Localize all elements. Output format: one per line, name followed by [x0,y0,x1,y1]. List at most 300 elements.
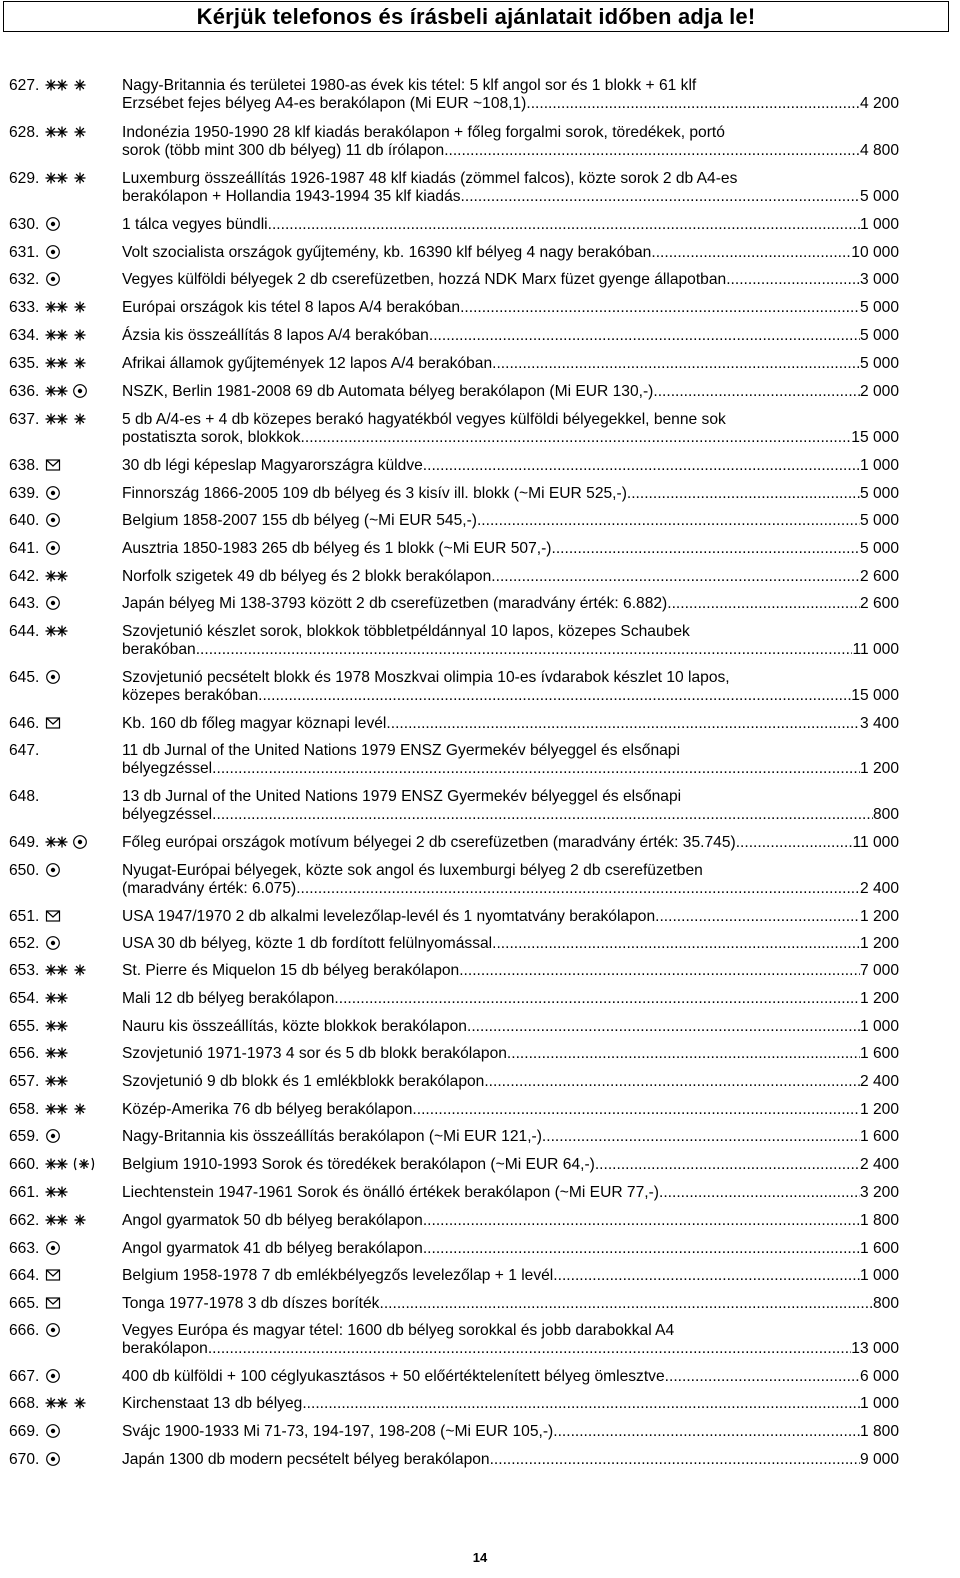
condition-icons [45,861,115,879]
lot-price: 5 000 [859,512,899,529]
condition-icons [45,1321,115,1339]
dot-leader [429,327,860,345]
lot-price-line [122,641,899,659]
lot-number: 637. [9,411,40,428]
lot-price-line [122,687,899,705]
condition-icons [45,907,115,925]
lot-price-line [122,1295,899,1313]
lot-price-line [122,1156,899,1174]
condition-icons [45,326,115,344]
lot-description [122,383,899,401]
lot-number: 636. [9,383,40,400]
condition-icons [45,354,115,372]
single-asterisk-icon [72,355,88,371]
lot-text: NSZK, Berlin 1981-2008 69 db Automata bélyeg berakólapon (Mi EUR 130,-) [122,383,654,400]
lot-number: 654. [9,990,40,1007]
lot-text: Norfolk szigetek 49 db bélyeg és 2 blokk berakólapon [122,568,492,585]
lot-text: berakóban [122,641,196,658]
lot-description [122,1240,899,1258]
lot-text: Erzsébet fejes bélyeg A4-es berakólapon (Mi EUR ~108,1) [122,95,527,112]
lot-price: 1 200 [859,990,899,1007]
lot-description [122,908,899,926]
lot-price: 2 600 [859,595,899,612]
lot-price-line [122,1395,899,1413]
lot-price-line [122,908,899,926]
lot-price-line [122,760,899,778]
dot-leader [302,1395,860,1413]
lot-description [122,935,899,953]
double-asterisk-icon [45,834,69,850]
lot-text: sorok (több mint 300 db bélyeg) 11 db írólapon [122,142,445,159]
condition-icons [45,1394,115,1412]
lot-text: berakólapon + Hollandia 1943-1994 35 klf kiadás [122,188,461,205]
lot-number: 645. [9,669,40,686]
lot-price-line [122,935,899,953]
lot-text: (maradvány érték: 6.075) [122,880,297,897]
lot-price: 1 200 [859,935,899,952]
double-asterisk-icon [45,1073,69,1089]
dot-leader [423,1240,860,1258]
lot-description-line: Nyugat-Európai bélyegek, közte sok angol és luxemburgi bélyeg 2 db cserefüzetben [122,862,703,879]
dot-leader [258,687,851,705]
lot-description [122,485,899,503]
lot-price: 1 200 [859,1101,899,1118]
lot-number: 662. [9,1212,40,1229]
double-asterisk-icon [45,1101,69,1117]
lot-price-line [122,595,899,613]
single-asterisk-icon [72,170,88,186]
dot-leader [301,429,852,447]
lot-description [122,568,899,586]
lot-text: Belgium 1958-1978 7 db emlékbélyegzős levelezőlap + 1 levél [122,1267,554,1284]
lot-description-line: Indonézia 1950-1990 28 klf kiadás berakólapon + főleg forgalmi sorok, töredékek, portó [122,124,725,141]
lot-price-line [122,485,899,503]
dot-leader [459,962,860,980]
lot-price-line [122,1240,899,1258]
postmark-icon [45,271,61,287]
lot-number: 646. [9,715,40,732]
lot-number: 649. [9,834,40,851]
condition-icons [45,1450,115,1468]
dot-leader [526,95,860,113]
condition-icons [45,1422,115,1440]
condition-icons [45,539,115,557]
condition-icons [45,1155,115,1173]
lot-price-line [122,990,899,1008]
condition-icons [45,1183,115,1201]
lot-price-line [122,457,899,475]
envelope-icon [45,457,61,473]
condition-icons [45,298,115,316]
lot-text: Európai országok kis tétel 8 lapos A/4 berakóban [122,299,461,316]
lot-description [122,862,899,898]
lot-number: 657. [9,1073,40,1090]
double-asterisk-icon [45,1045,69,1061]
lot-text: postatiszta sorok, blokkok [122,429,301,446]
single-asterisk-icon [72,124,88,140]
postmark-icon [45,244,61,260]
lot-price: 800 [872,1295,899,1312]
lot-price-line [122,512,899,530]
lot-price-line [122,834,899,852]
lot-text: Japán bélyeg Mi 138-3793 között 2 db cserefüzetben (maradvány érték: 6.882) [122,595,668,612]
lot-text: bélyegzéssel [122,806,213,823]
lot-description [122,1101,899,1119]
lot-number: 648. [9,788,40,805]
lot-price-line [122,1045,899,1063]
lot-text: USA 30 db bélyeg, közte 1 db fordított felülnyomással [122,935,493,952]
lot-description [122,170,899,206]
lot-description [122,457,899,475]
double-asterisk-icon [45,299,69,315]
lot-description [122,1322,899,1358]
dot-leader [423,1212,860,1230]
lot-price: 2 000 [859,383,899,400]
lot-price: 2 600 [859,568,899,585]
lot-number: 647. [9,742,40,759]
lot-text: Kirchenstaat 13 db bélyeg [122,1395,303,1412]
double-asterisk-icon [45,327,69,343]
lot-text: Nagy-Britannia kis összeállítás berakólapon (~Mi EUR 121,-) [122,1128,542,1145]
postmark-icon [45,595,61,611]
lot-price-line [122,299,899,317]
lot-price-line [122,327,899,345]
lot-price-line [122,568,899,586]
lot-price: 1 000 [859,1267,899,1284]
lot-price: 1 600 [859,1128,899,1145]
lot-price-line [122,429,899,447]
lot-price: 3 000 [859,271,899,288]
lot-number: 664. [9,1267,40,1284]
lot-description [122,355,899,373]
condition-icons [45,989,115,1007]
lot-text: St. Pierre és Miquelon 15 db bélyeg berakólapon [122,962,460,979]
lot-number: 661. [9,1184,40,1201]
condition-icons [45,456,115,474]
lot-description [122,1395,899,1413]
condition-icons [45,1100,115,1118]
lot-description [122,1128,899,1146]
lot-description-line: 13 db Jurnal of the United Nations 1979 ENSZ Gyermekév bélyeggel és elsőnapi [122,788,682,805]
lot-price: 1 200 [859,760,899,777]
lot-text: Közép-Amerika 76 db bélyeg berakólapon [122,1101,413,1118]
postmark-icon [45,669,61,685]
postmark-icon [72,834,88,850]
dot-leader [490,1451,860,1469]
condition-icons [45,1294,115,1312]
lot-price-line [122,355,899,373]
lot-price: 4 200 [859,95,899,112]
lot-price: 3 400 [859,715,899,732]
postmark-icon [45,1423,61,1439]
lot-text: Angol gyarmatok 50 db bélyeg berakólapon [122,1212,423,1229]
condition-icons [45,961,115,979]
lot-number: 652. [9,935,40,952]
condition-icons [45,1211,115,1229]
dot-leader [665,1368,860,1386]
lot-number: 669. [9,1423,40,1440]
lot-number: 638. [9,457,40,474]
lot-description-line: Szovjetunió pecsételt blokk és 1978 Moszkvai olimpia 10-es ívdarabok készlet 10 lapos, [122,669,730,686]
lot-number: 670. [9,1451,40,1468]
lot-description [122,77,899,113]
lot-price: 13 000 [851,1340,899,1357]
lot-description [122,271,899,289]
lot-text: Főleg európai országok motívum bélyegei 2 db cserefüzetben (maradvány érték: 35.745) [122,834,736,851]
lot-text: Szovjetunió 1971-1973 4 sor és 5 db blokk berakólapon [122,1045,507,1062]
envelope-icon [45,908,61,924]
lot-number: 627. [9,77,40,94]
lot-text: 400 db külföldi + 100 céglyukasztásos + 50 előértéktelenített bélyeg ömlesztve [122,1368,665,1385]
condition-icons [45,567,115,585]
lot-price-line [122,1184,899,1202]
condition-icons [45,622,115,640]
lot-price-line [122,962,899,980]
lot-price-line [122,216,899,234]
lot-description [122,595,899,613]
condition-icons [45,787,115,805]
dot-leader [726,271,860,289]
dot-leader [212,760,860,778]
lot-description [122,990,899,1008]
lot-text: bélyegzéssel [122,760,213,777]
double-asterisk-icon [45,411,69,427]
lot-number: 633. [9,299,40,316]
double-asterisk-icon [45,990,69,1006]
double-asterisk-icon [45,1018,69,1034]
dot-leader [542,1128,860,1146]
condition-icons [45,169,115,187]
lot-text: Szovjetunió 9 db blokk és 1 emlékblokk berakólapon [122,1073,485,1090]
lot-number: 630. [9,216,40,233]
lot-price: 1 000 [859,1018,899,1035]
double-asterisk-icon [45,962,69,978]
envelope-icon [45,1295,61,1311]
condition-icons [45,1127,115,1145]
dot-leader [386,715,860,733]
double-asterisk-icon [45,355,69,371]
dot-leader [492,935,860,953]
lot-number: 635. [9,355,40,372]
dot-leader [379,1295,872,1313]
dot-leader [667,595,860,613]
lot-price: 11 000 [852,641,899,658]
lot-number: 640. [9,512,40,529]
condition-icons [45,243,115,261]
condition-icons [45,594,115,612]
lot-text: Liechtenstein 1947-1961 Sorok és önálló értékek berakólapon (~Mi EUR 77,-) [122,1184,659,1201]
lot-description [122,327,899,345]
lot-description [122,742,899,778]
lot-description [122,962,899,980]
lot-price-line [122,880,899,898]
dot-leader [552,540,860,558]
lot-description [122,1073,899,1091]
lot-text: Ausztria 1850-1983 265 db bélyeg és 1 blokk (~Mi EUR 507,-) [122,540,552,557]
lot-description [122,1267,899,1285]
lot-price: 1 200 [859,908,899,925]
lot-description [122,540,899,558]
lot-description [122,244,899,262]
lot-text: Angol gyarmatok 41 db bélyeg berakólapon [122,1240,423,1257]
lot-price: 6 000 [859,1368,899,1385]
dot-leader [444,142,860,160]
lot-number: 659. [9,1128,40,1145]
lot-description [122,1451,899,1469]
postmark-icon [45,935,61,951]
lot-number: 632. [9,271,40,288]
lot-description [122,1045,899,1063]
lot-price: 11 000 [852,834,899,851]
dot-leader [212,806,873,824]
lot-price: 5 000 [859,485,899,502]
lot-number: 660. [9,1156,40,1173]
lot-number: 634. [9,327,40,344]
lot-number: 663. [9,1240,40,1257]
dot-leader [492,355,860,373]
double-asterisk-icon [45,568,69,584]
lot-description [122,669,899,705]
postmark-icon [45,1322,61,1338]
single-asterisk-icon [72,962,88,978]
lot-description [122,124,899,160]
lot-text: közepes berakóban [122,687,259,704]
lot-text: Nauru kis összeállítás, közte blokkok berakólapon [122,1018,467,1035]
dot-leader [651,244,851,262]
condition-icons [45,270,115,288]
single-asterisk-icon [72,77,88,93]
dot-leader [595,1156,860,1174]
lot-price-line [122,1423,899,1441]
postmark-icon [45,512,61,528]
condition-icons [45,741,115,759]
dot-leader [627,485,860,503]
page-number: 14 [472,1550,488,1565]
lot-description [122,512,899,530]
lot-number: 665. [9,1295,40,1312]
lot-number: 631. [9,244,40,261]
lot-price-line [122,1368,899,1386]
double-asterisk-icon [45,77,69,93]
lot-price: 4 800 [859,142,899,159]
condition-icons [45,1017,115,1035]
lot-number: 643. [9,595,40,612]
dot-leader [484,1073,860,1091]
dot-leader [736,834,853,852]
bracketed-asterisk-icon [72,1156,96,1172]
lot-text: 1 tálca vegyes bündli [122,216,268,233]
dot-leader [477,512,860,530]
lot-price-line [122,715,899,733]
lot-number: 658. [9,1101,40,1118]
lot-price-line [122,383,899,401]
lot-text: Belgium 1858-2007 155 db bélyeg (~Mi EUR 545,-) [122,512,477,529]
lot-number: 650. [9,862,40,879]
lot-text: Mali 12 db bélyeg berakólapon [122,990,335,1007]
lot-price: 1 800 [859,1423,899,1440]
dot-leader [461,188,860,206]
double-asterisk-icon [45,623,69,639]
lot-price: 800 [872,806,899,823]
lot-price: 5 000 [859,327,899,344]
dot-leader [208,1340,851,1358]
postmark-icon [45,485,61,501]
lot-number: 642. [9,568,40,585]
lot-number: 629. [9,170,40,187]
postmark-icon [45,1240,61,1256]
dot-leader [655,908,860,926]
lot-price-line [122,271,899,289]
lot-price: 1 600 [859,1045,899,1062]
lot-price-line [122,188,899,206]
lot-text: Vegyes külföldi bélyegek 2 db cserefüzetben, hozzá NDK Marx füzet gyenge állapotban [122,271,727,288]
lot-description [122,1295,899,1313]
lot-price-line [122,1073,899,1091]
lot-description [122,216,899,234]
lot-price: 5 000 [859,540,899,557]
postmark-icon [45,216,61,232]
condition-icons [45,410,115,428]
dot-leader [507,1045,860,1063]
double-asterisk-icon [45,124,69,140]
envelope-icon [45,1267,61,1283]
lot-price-line [122,1267,899,1285]
lot-price: 5 000 [859,299,899,316]
condition-icons [45,1072,115,1090]
double-asterisk-icon [45,1156,69,1172]
dot-leader [659,1184,860,1202]
dot-leader [423,457,860,475]
lot-price: 5 000 [859,188,899,205]
condition-icons [45,714,115,732]
condition-icons [45,833,115,851]
lot-number: 641. [9,540,40,557]
lot-description [122,1184,899,1202]
lot-description [122,1156,899,1174]
condition-icons [45,1367,115,1385]
lot-text: Volt szocialista országok gyűjtemény, kb. 16390 klf bélyeg 4 nagy berakóban [122,244,652,261]
header-banner [3,1,949,32]
condition-icons [45,484,115,502]
condition-icons [45,1239,115,1257]
lot-price: 2 400 [859,1156,899,1173]
lot-price: 1 000 [859,457,899,474]
postmark-icon [45,862,61,878]
lot-number: 651. [9,908,40,925]
lot-description [122,411,899,447]
lot-price-line [122,540,899,558]
lot-description [122,788,899,824]
lot-text: Svájc 1900-1933 Mi 71-73, 194-197, 198-208 (~Mi EUR 105,-) [122,1423,554,1440]
header-title: Kérjük telefonos és írásbeli ajánlatait időben adja le! [196,3,756,29]
lot-number: 666. [9,1322,40,1339]
lot-price: 10 000 [851,244,899,261]
lot-price: 9 000 [859,1451,899,1468]
lot-description [122,623,899,659]
lot-number: 668. [9,1395,40,1412]
double-asterisk-icon [45,1395,69,1411]
lot-number: 628. [9,124,40,141]
lot-number: 644. [9,623,40,640]
lot-price-line [122,95,899,113]
postmark-icon [45,1128,61,1144]
lot-description-line: Vegyes Európa és magyar tétel: 1600 db bélyeg sorokkal és jobb darabokkal A4 [122,1322,675,1339]
lot-price-line [122,1018,899,1036]
condition-icons [45,934,115,952]
lot-number: 667. [9,1368,40,1385]
dot-leader [460,299,860,317]
dot-leader [412,1101,860,1119]
